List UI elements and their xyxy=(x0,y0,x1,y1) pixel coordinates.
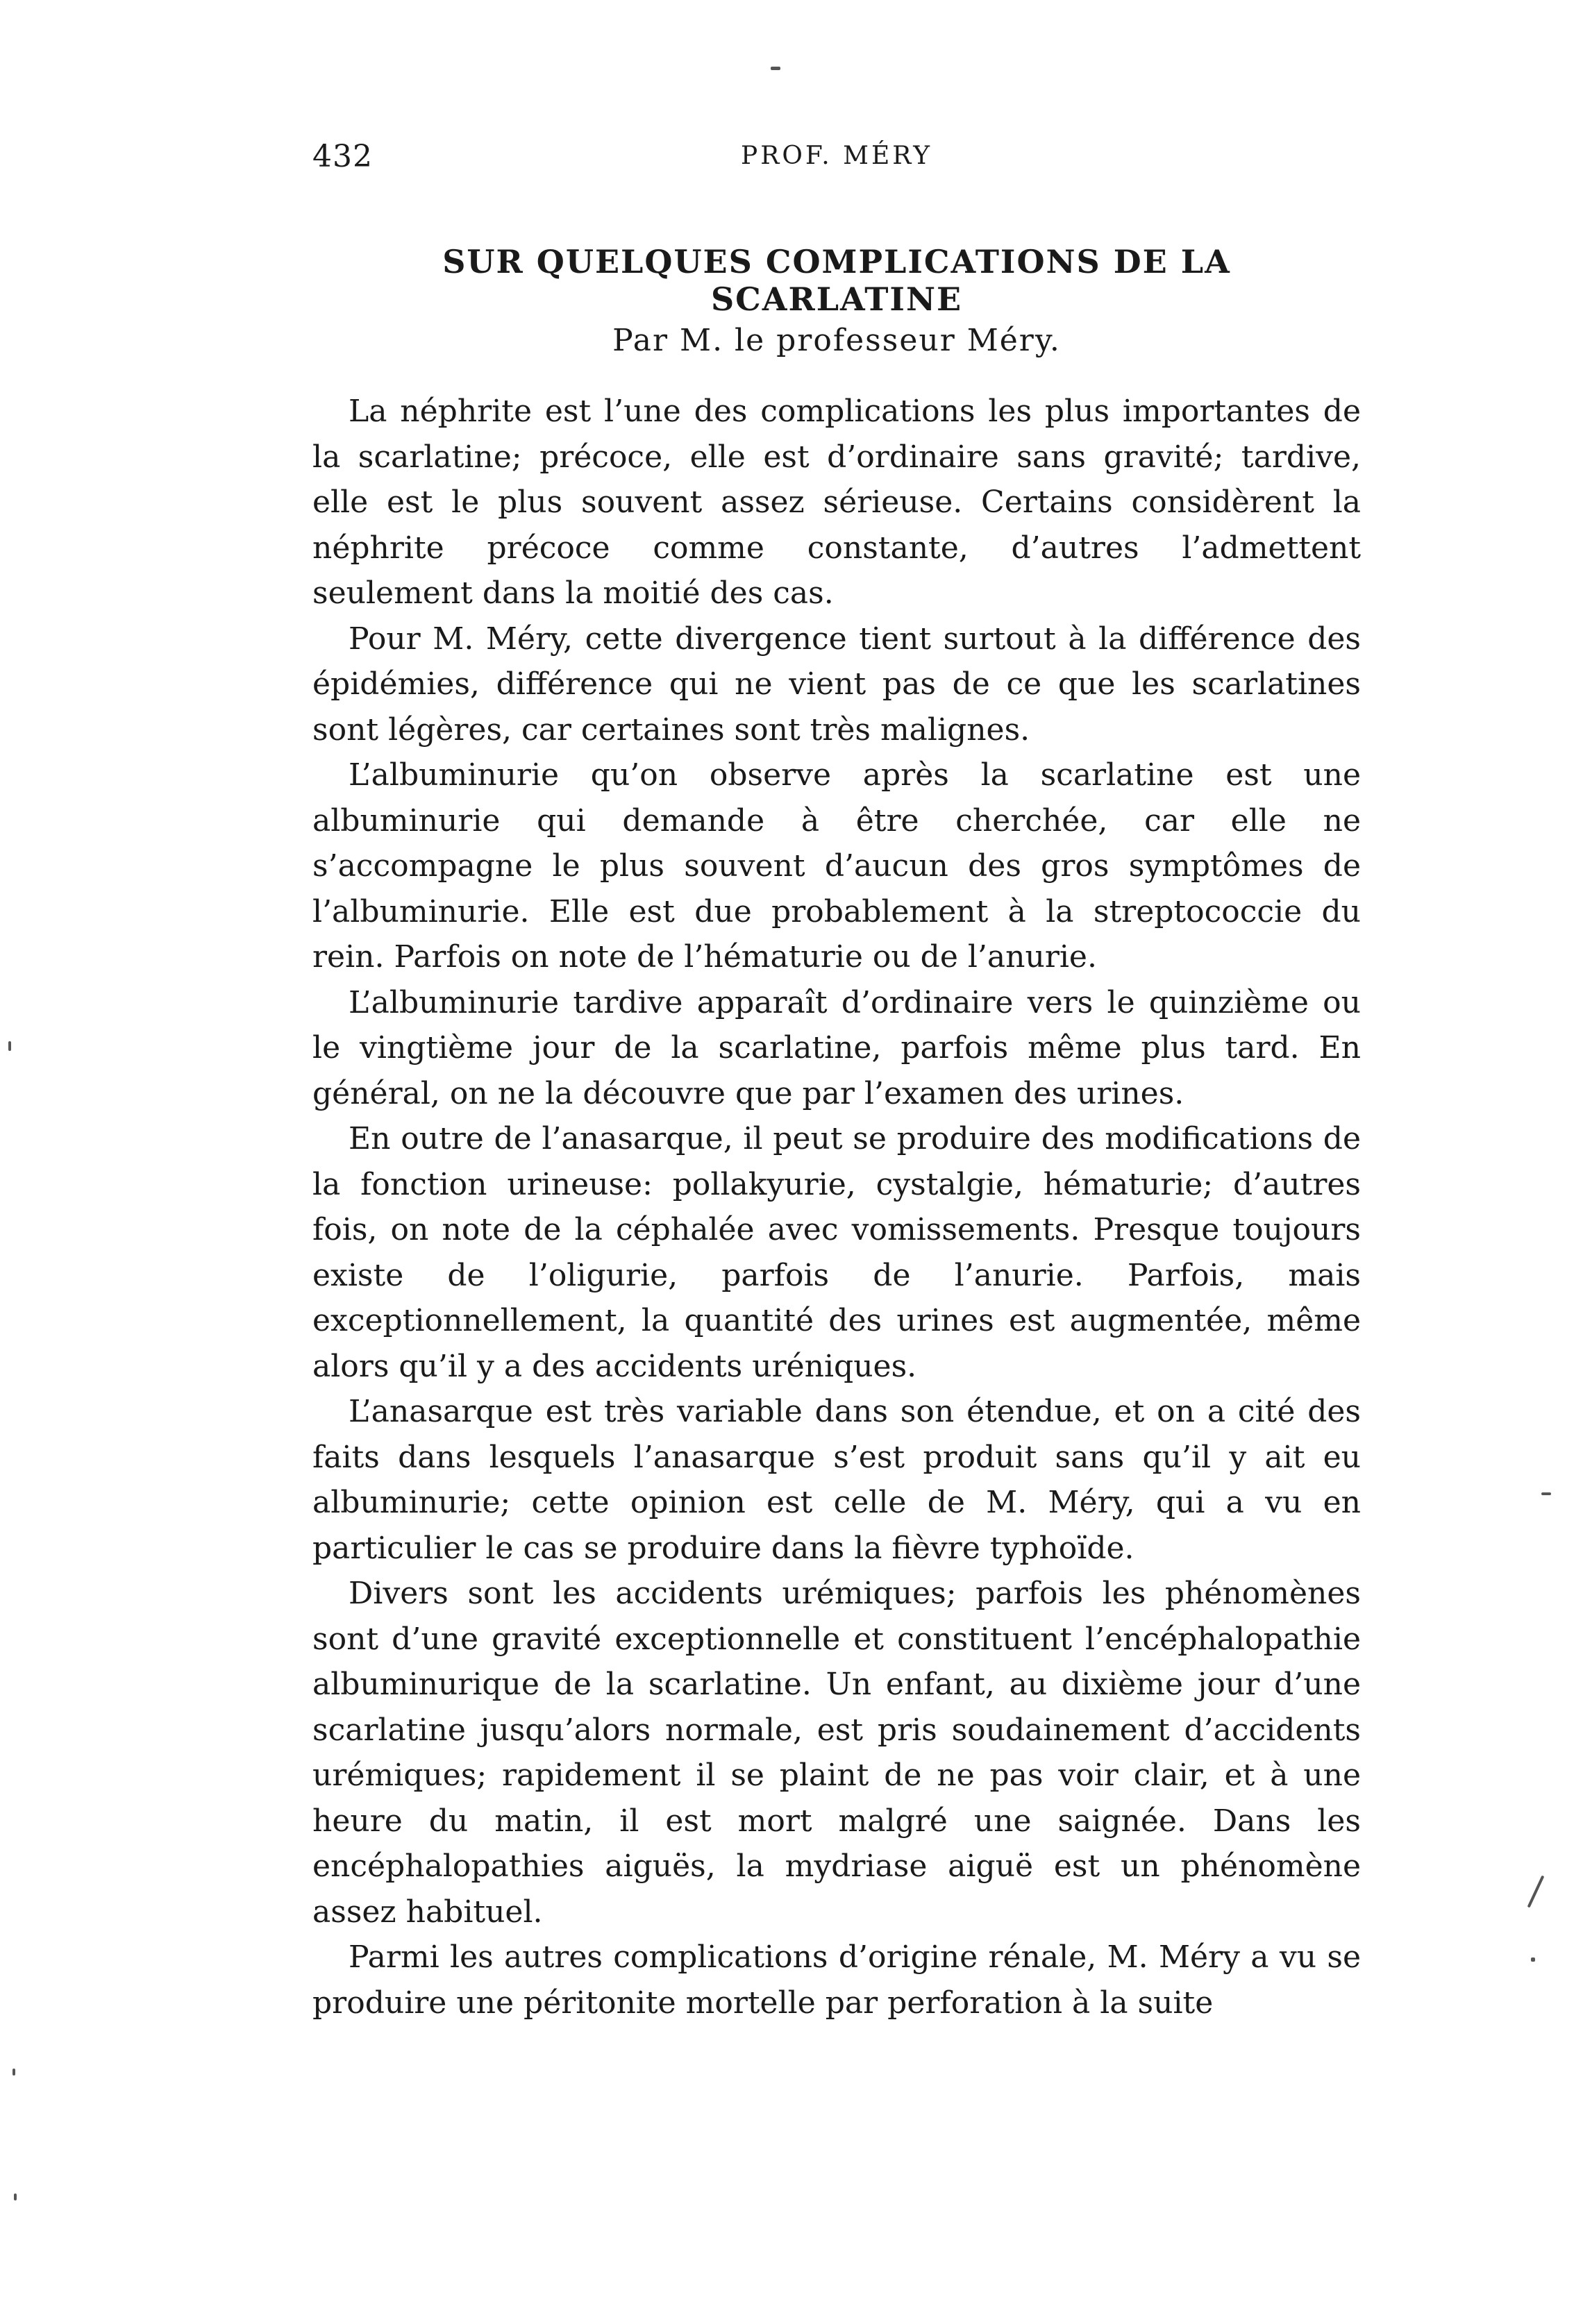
scan-speck xyxy=(1527,1875,1545,1908)
paragraph: En outre de l’anasarque, il peut se produire des modifications de la fonction urineuse: pollakyurie, cystalgie, hématurie; d’autres fois, on note de la céphalée avec vomissements. Presque toujours existe de l’oligurie, parfois de l’anurie. Parfois, mais exceptionnellement, la quantité des urines est augmentée, même alors qu’il y a des accidents uréniques. xyxy=(312,1121,1361,1384)
running-title: PROF. MÉRY xyxy=(740,142,932,170)
page-number: 432 xyxy=(312,139,373,174)
article-title: SUR QUELQUES COMPLICATIONS DE LA SCARLATINE xyxy=(442,243,1231,318)
paragraph: Parmi les autres complications d’origine rénale, M. Méry a vu se produire une péritonite mortelle par perforation à la suite xyxy=(312,1939,1361,2021)
running-head xyxy=(312,139,1361,180)
byline: Par M. le professeur Méry. xyxy=(612,323,1061,358)
paragraph: Divers sont les accidents urémiques; parfois les phénomènes sont d’une gravité exceptionnelle et constituent l’encéphalopathie albuminurique de la scarlatine. Un enfant, au dixième jour d’une scarlatine jusqu’alors normale, est pris soudainement d’accidents urémiques; rapidement il se plaint de ne pas voir clair, et à une heure du matin, il est mort malgré une saignée. Dans les encéphalopathies aiguës, la mydriase aiguë est un phénomène assez habituel. xyxy=(312,1576,1361,1930)
scan-speck xyxy=(771,67,780,70)
paragraph: Pour M. Méry, cette divergence tient surtout à la différence des épidémies, différence qui ne vient pas de ce que les scarlatines sont légères, car certaines sont très malignes. xyxy=(312,621,1361,748)
paragraph: La néphrite est l’une des complications les plus importantes de la scarlatine; précoce, elle est d’ordinaire sans gravité; tardive, elle est le plus souvent assez sérieuse. Certains considèrent la néphrite précoce comme constante, d’autres l’admettent seulement dans la moitié des cas. xyxy=(312,394,1361,611)
article-body xyxy=(312,389,1361,2026)
scan-speck xyxy=(1541,1492,1551,1495)
scan-speck xyxy=(1531,1957,1535,1962)
scan-speck xyxy=(12,2069,15,2075)
scan-speck xyxy=(14,2194,17,2200)
paragraph: L’albuminurie qu’on observe après la scarlatine est une albuminurie qui demande à être cherchée, car elle ne s’accompagne le plus souvent d’aucun des gros symptômes de l’albuminurie. Elle est due probablement à la streptococcie du rein. Parfois on note de l’hématurie ou de l’anurie. xyxy=(312,757,1361,975)
scan-speck xyxy=(8,1041,11,1051)
paragraph: L’albuminurie tardive apparaît d’ordinaire vers le quinzième ou le vingtième jour de la scarlatine, parfois même plus tard. En général, on ne la découvre que par l’examen des urines. xyxy=(312,984,1361,1111)
paragraph: L’anasarque est très variable dans son étendue, et on a cité des faits dans lesquels l’anasarque s’est produit sans qu’il y ait eu albuminurie; cette opinion est celle de M. Méry, qui a vu en particulier le cas se produire dans la fièvre typhoïde. xyxy=(312,1394,1361,1566)
